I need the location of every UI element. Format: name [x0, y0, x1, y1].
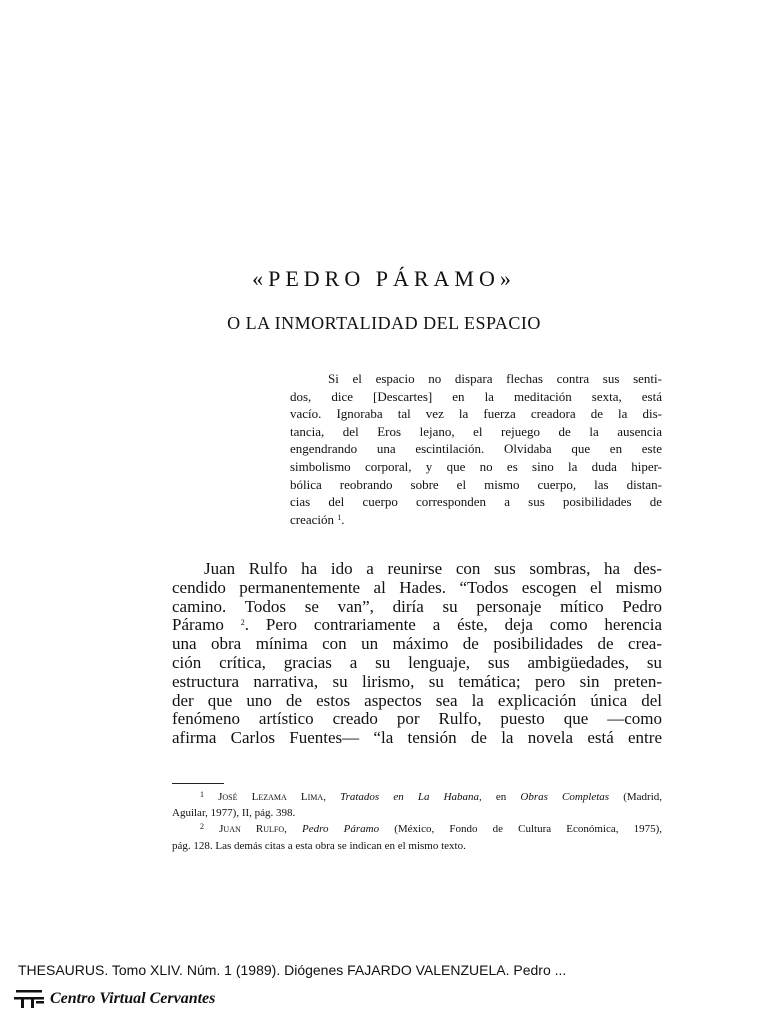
body-line: der que uno de estos aspectos sea la explicación única del	[172, 690, 662, 710]
footnote-ref[interactable]: 1	[337, 512, 342, 522]
footnote-2: $^2$ Juan Rulfo, Pedro Páramo (México, Fondo de Cultura Económica, 1975),	[200, 822, 663, 836]
epigraph-line: engendrando una escintilación. Olvidaba que en este	[290, 441, 662, 457]
footnote-title: Tratados en La Habana,	[340, 791, 482, 803]
body-paragraph	[172, 560, 662, 748]
footnote-rule	[172, 783, 224, 784]
cvc-brand-label: Centro Virtual Cervantes	[50, 990, 216, 1007]
body-line: Páramo	[172, 615, 224, 635]
epigraph-line: dos, dice [Descartes] en la meditación sexta, está	[290, 388, 662, 404]
epigraph-line: cias del cuerpo corresponden a sus posibilidades de	[290, 494, 662, 510]
epigraph-last-line: creación $^1$.	[290, 511, 345, 527]
epigraph	[290, 370, 662, 528]
footnote-number: 2	[200, 822, 204, 832]
citation-footer[interactable]: THESAURUS. Tomo XLIV. Núm. 1 (1989). Diógenes FAJARDO VALENZUELA. Pedro ...	[18, 962, 567, 978]
footnote-title: Obras Completas	[520, 791, 610, 803]
cvc-logo-icon	[14, 989, 44, 1009]
body-line-with-note	[172, 616, 662, 635]
body-line: estructura narrativa, su lirismo, su temática; pero sin preten-	[172, 671, 662, 691]
body-line: afirma Carlos Fuentes— “la tensión de la novela está entre	[172, 728, 662, 748]
footnote-ref[interactable]: 2	[240, 618, 245, 628]
epigraph-line: Si el espacio no dispara flechas contra sus senti-	[328, 371, 662, 386]
body-line: ción crítica, gracias a su lenguaje, sus ambigüedades, su	[172, 652, 662, 672]
footnote-author: José Lezama Lima	[218, 791, 324, 803]
footnotes	[172, 789, 663, 854]
footnote-1: $^1$ José Lezama Lima, Tratados en La Habana, en Obras Completas (Madrid,	[200, 790, 662, 803]
footnote-text: (México, Fondo de Cultura Económica, 1975),	[379, 823, 663, 836]
epigraph-line: simbolismo corporal, y que no es sino la duda hiper-	[290, 458, 662, 474]
body-line: una obra mínima con un máximo de posibilidades de crea-	[172, 634, 662, 654]
epigraph-line: creación	[290, 511, 335, 527]
footnote-author: Juan Rulfo	[219, 823, 285, 836]
footnote-text: en	[481, 791, 521, 803]
body-line: fenómeno artístico creado por Rulfo, puesto que —como	[172, 709, 662, 729]
footnote-1-cont: Aguilar, 1977), II, pág. 398.	[172, 807, 296, 820]
epigraph-line: vacío. Ignoraba tal vez la fuerza creadora de la dis-	[290, 406, 662, 422]
article-subtitle: O LA INMORTALIDAD DEL ESPACIO	[227, 313, 541, 333]
footnote-text: (Madrid,	[609, 791, 662, 803]
footnote-title: Pedro Páramo	[302, 823, 380, 836]
body-line: cendido permanentemente al Hades. “Todos escogen el mismo	[172, 577, 662, 597]
footnote-number: 1	[200, 790, 204, 799]
article-title: «PEDRO PÁRAMO»	[252, 266, 516, 291]
footnote-2-cont: pág. 128. Las demás citas a esta obra se indican en el mismo texto.	[172, 839, 466, 852]
epigraph-line: tancia, del Eros lejano, el rejuego de la ausencia	[290, 423, 662, 439]
cvc-brand[interactable]	[14, 988, 215, 1010]
body-line: Juan Rulfo ha ido a reunirse con sus sombras, ha des-	[204, 559, 662, 578]
epigraph-line: bólica reobrando sobre el mismo cuerpo, las distan-	[290, 476, 662, 492]
body-line: camino. Todos se van”, diría su personaje mítico Pedro	[172, 596, 662, 616]
body-line: . Pero contrariamente a éste, deja como herencia	[244, 615, 662, 635]
